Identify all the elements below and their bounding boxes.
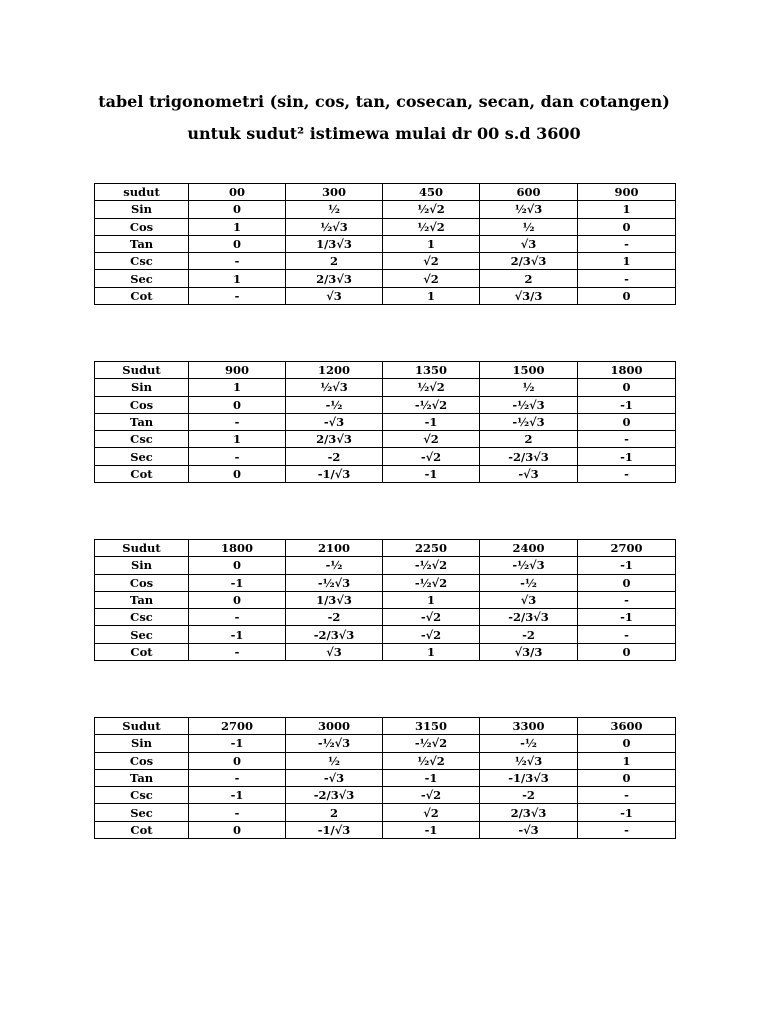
- table-cell: 0: [189, 201, 286, 218]
- table-cell: -: [578, 626, 676, 643]
- table-cell: -½: [480, 735, 578, 752]
- table-row: [95, 431, 676, 448]
- table-cell: 1/3√3: [286, 591, 383, 608]
- column-header-angle: 2100: [286, 540, 383, 557]
- column-header-angle: 450: [383, 184, 480, 201]
- column-header-angle: 1500: [480, 362, 578, 379]
- row-label: Csc: [95, 431, 189, 448]
- table-cell: -: [189, 769, 286, 786]
- column-header-angle: 1350: [383, 362, 480, 379]
- page-subtitle: untuk sudut² istimewa mulai dr 00 s.d 3600: [187, 124, 581, 143]
- table-cell: -1/√3: [286, 821, 383, 838]
- table-cell: 0: [189, 396, 286, 413]
- row-label: Sin: [95, 379, 189, 396]
- table-cell: -: [189, 413, 286, 430]
- table-cell: 0: [578, 218, 676, 235]
- table-cell: -½√2: [383, 574, 480, 591]
- table-cell: -: [578, 787, 676, 804]
- table-cell: ½√3: [480, 752, 578, 769]
- table-cell: 0: [578, 574, 676, 591]
- trig-table-quadrant-4: [94, 717, 676, 839]
- table-cell: 1: [578, 253, 676, 270]
- table-row: [95, 201, 676, 218]
- table-cell: -: [189, 287, 286, 304]
- table-row: [95, 396, 676, 413]
- table-cell: -2: [286, 609, 383, 626]
- table-cell: √2: [383, 804, 480, 821]
- row-label: Cos: [95, 574, 189, 591]
- table-row: [95, 821, 676, 838]
- table-cell: ½: [286, 752, 383, 769]
- table-cell: -1: [189, 735, 286, 752]
- table-cell: -1: [189, 626, 286, 643]
- table-row: [95, 448, 676, 465]
- table-cell: ½√2: [383, 379, 480, 396]
- table-cell: ½: [480, 218, 578, 235]
- table-row: [95, 235, 676, 252]
- table-cell: 1: [383, 287, 480, 304]
- column-header-angle: 2250: [383, 540, 480, 557]
- column-header-angle: 1200: [286, 362, 383, 379]
- table-row: [95, 787, 676, 804]
- table-cell: 1: [578, 201, 676, 218]
- table-cell: 2: [480, 270, 578, 287]
- table-header-row: [95, 184, 676, 201]
- table-cell: -√2: [383, 609, 480, 626]
- table-header-row: [95, 540, 676, 557]
- table-cell: -: [578, 821, 676, 838]
- table-cell: -½√3: [480, 557, 578, 574]
- row-label: Sec: [95, 448, 189, 465]
- table-cell: -1: [578, 448, 676, 465]
- table-cell: -½√3: [480, 396, 578, 413]
- table-cell: -1: [189, 787, 286, 804]
- table-cell: 0: [578, 287, 676, 304]
- table-cell: ½√2: [383, 218, 480, 235]
- column-header-angle: 2700: [189, 718, 286, 735]
- table-cell: √2: [383, 253, 480, 270]
- row-label: Cos: [95, 396, 189, 413]
- table-cell: √2: [383, 431, 480, 448]
- table-cell: -2/3√3: [480, 448, 578, 465]
- table-cell: ½√2: [383, 201, 480, 218]
- row-label: Tan: [95, 235, 189, 252]
- table-cell: 0: [189, 557, 286, 574]
- trig-table-quadrant-2: [94, 361, 676, 483]
- table-cell: -½: [286, 557, 383, 574]
- row-label: Cot: [95, 465, 189, 482]
- table-cell: ½√3: [286, 379, 383, 396]
- table-cell: 0: [189, 752, 286, 769]
- table-cell: -½√2: [383, 557, 480, 574]
- table-cell: -: [189, 609, 286, 626]
- table-cell: -: [189, 643, 286, 660]
- table-cell: -2: [286, 448, 383, 465]
- column-header-sudut: Sudut: [95, 362, 189, 379]
- table-row: [95, 574, 676, 591]
- row-label: Sec: [95, 270, 189, 287]
- table-cell: 1: [383, 235, 480, 252]
- table-cell: 2/3√3: [286, 431, 383, 448]
- column-header-angle: 3000: [286, 718, 383, 735]
- row-label: Cot: [95, 287, 189, 304]
- table-cell: -½√2: [383, 735, 480, 752]
- table-row: [95, 413, 676, 430]
- table-cell: 0: [189, 591, 286, 608]
- table-cell: 2/3√3: [286, 270, 383, 287]
- column-header-angle: 1800: [578, 362, 676, 379]
- table-cell: -√2: [383, 626, 480, 643]
- table-cell: 1: [383, 591, 480, 608]
- column-header-angle: 900: [189, 362, 286, 379]
- table-cell: 2: [480, 431, 578, 448]
- table-cell: -1: [189, 574, 286, 591]
- table-cell: -√3: [480, 465, 578, 482]
- table-cell: 0: [578, 735, 676, 752]
- table-cell: √2: [383, 270, 480, 287]
- table-header-row: [95, 718, 676, 735]
- page-title: tabel trigonometri (sin, cos, tan, cosecan, secan, dan cotangen): [98, 92, 670, 111]
- table-cell: -1: [578, 609, 676, 626]
- table-cell: -½√2: [383, 396, 480, 413]
- table-cell: 1: [578, 752, 676, 769]
- table-cell: -½: [286, 396, 383, 413]
- table-row: [95, 253, 676, 270]
- table-cell: -1: [578, 557, 676, 574]
- table-cell: 0: [189, 465, 286, 482]
- table-row: [95, 643, 676, 660]
- table-cell: √3: [286, 287, 383, 304]
- table-cell: -: [189, 804, 286, 821]
- table-cell: 0: [578, 769, 676, 786]
- column-header-angle: 3300: [480, 718, 578, 735]
- table-row: [95, 287, 676, 304]
- table-cell: √3/3: [480, 287, 578, 304]
- table-cell: -√2: [383, 787, 480, 804]
- column-header-angle: 900: [578, 184, 676, 201]
- table-cell: 1: [189, 218, 286, 235]
- table-cell: -: [189, 448, 286, 465]
- table-cell: -2/3√3: [286, 626, 383, 643]
- table-cell: -: [578, 465, 676, 482]
- table-cell: -√3: [286, 413, 383, 430]
- table-cell: 2: [286, 804, 383, 821]
- row-label: Sec: [95, 626, 189, 643]
- row-label: Csc: [95, 787, 189, 804]
- table-cell: -: [578, 591, 676, 608]
- row-label: Tan: [95, 769, 189, 786]
- column-header-angle: 2400: [480, 540, 578, 557]
- table-cell: -½√3: [480, 413, 578, 430]
- row-label: Tan: [95, 591, 189, 608]
- column-header-angle: 3150: [383, 718, 480, 735]
- table-cell: √3/3: [480, 643, 578, 660]
- row-label: Csc: [95, 609, 189, 626]
- table-row: [95, 270, 676, 287]
- row-label: Sin: [95, 735, 189, 752]
- table-cell: 0: [189, 235, 286, 252]
- table-cell: -1: [383, 769, 480, 786]
- table-cell: -1: [383, 465, 480, 482]
- table-cell: -2/3√3: [480, 609, 578, 626]
- table-cell: 0: [578, 643, 676, 660]
- row-label: Tan: [95, 413, 189, 430]
- table-row: [95, 735, 676, 752]
- table-cell: -1/3√3: [480, 769, 578, 786]
- row-label: Cot: [95, 821, 189, 838]
- table-cell: ½√2: [383, 752, 480, 769]
- table-row: [95, 804, 676, 821]
- table-cell: 2/3√3: [480, 804, 578, 821]
- table-cell: -√3: [286, 769, 383, 786]
- table-cell: 1: [189, 379, 286, 396]
- table-row: [95, 591, 676, 608]
- column-header-angle: 600: [480, 184, 578, 201]
- row-label: Sec: [95, 804, 189, 821]
- trig-table-quadrant-1: [94, 183, 676, 305]
- table-cell: √3: [480, 235, 578, 252]
- trig-table-quadrant-3: [94, 539, 676, 661]
- table-cell: -1/√3: [286, 465, 383, 482]
- table-row: [95, 626, 676, 643]
- table-cell: 0: [189, 821, 286, 838]
- table-cell: 1: [189, 431, 286, 448]
- table-cell: -1: [383, 413, 480, 430]
- table-cell: 1: [189, 270, 286, 287]
- column-header-sudut: sudut: [95, 184, 189, 201]
- column-header-sudut: Sudut: [95, 718, 189, 735]
- table-cell: -1: [578, 396, 676, 413]
- table-row: [95, 769, 676, 786]
- table-cell: -: [578, 431, 676, 448]
- column-header-angle: 3600: [578, 718, 676, 735]
- column-header-sudut: Sudut: [95, 540, 189, 557]
- table-cell: √3: [480, 591, 578, 608]
- column-header-angle: 2700: [578, 540, 676, 557]
- row-label: Cot: [95, 643, 189, 660]
- table-row: [95, 557, 676, 574]
- row-label: Sin: [95, 201, 189, 218]
- table-row: [95, 465, 676, 482]
- table-cell: -: [578, 235, 676, 252]
- table-cell: -½: [480, 574, 578, 591]
- row-label: Cos: [95, 752, 189, 769]
- table-cell: ½: [480, 379, 578, 396]
- table-cell: 2: [286, 253, 383, 270]
- row-label: Csc: [95, 253, 189, 270]
- table-cell: -√2: [383, 448, 480, 465]
- table-cell: -: [189, 253, 286, 270]
- table-cell: -2: [480, 787, 578, 804]
- column-header-angle: 00: [189, 184, 286, 201]
- row-label: Cos: [95, 218, 189, 235]
- table-cell: 1: [383, 643, 480, 660]
- table-cell: -1: [383, 821, 480, 838]
- row-label: Sin: [95, 557, 189, 574]
- table-cell: -2/3√3: [286, 787, 383, 804]
- column-header-angle: 300: [286, 184, 383, 201]
- table-header-row: [95, 362, 676, 379]
- table-row: [95, 609, 676, 626]
- table-cell: 1/3√3: [286, 235, 383, 252]
- table-cell: -: [578, 270, 676, 287]
- table-cell: 0: [578, 379, 676, 396]
- table-cell: ½√3: [480, 201, 578, 218]
- table-cell: -√3: [480, 821, 578, 838]
- table-cell: ½√3: [286, 218, 383, 235]
- table-cell: -½√3: [286, 735, 383, 752]
- table-row: [95, 752, 676, 769]
- table-cell: √3: [286, 643, 383, 660]
- table-cell: 0: [578, 413, 676, 430]
- table-cell: 2/3√3: [480, 253, 578, 270]
- table-row: [95, 379, 676, 396]
- column-header-angle: 1800: [189, 540, 286, 557]
- table-row: [95, 218, 676, 235]
- table-cell: -1: [578, 804, 676, 821]
- table-cell: ½: [286, 201, 383, 218]
- table-cell: -½√3: [286, 574, 383, 591]
- table-cell: -2: [480, 626, 578, 643]
